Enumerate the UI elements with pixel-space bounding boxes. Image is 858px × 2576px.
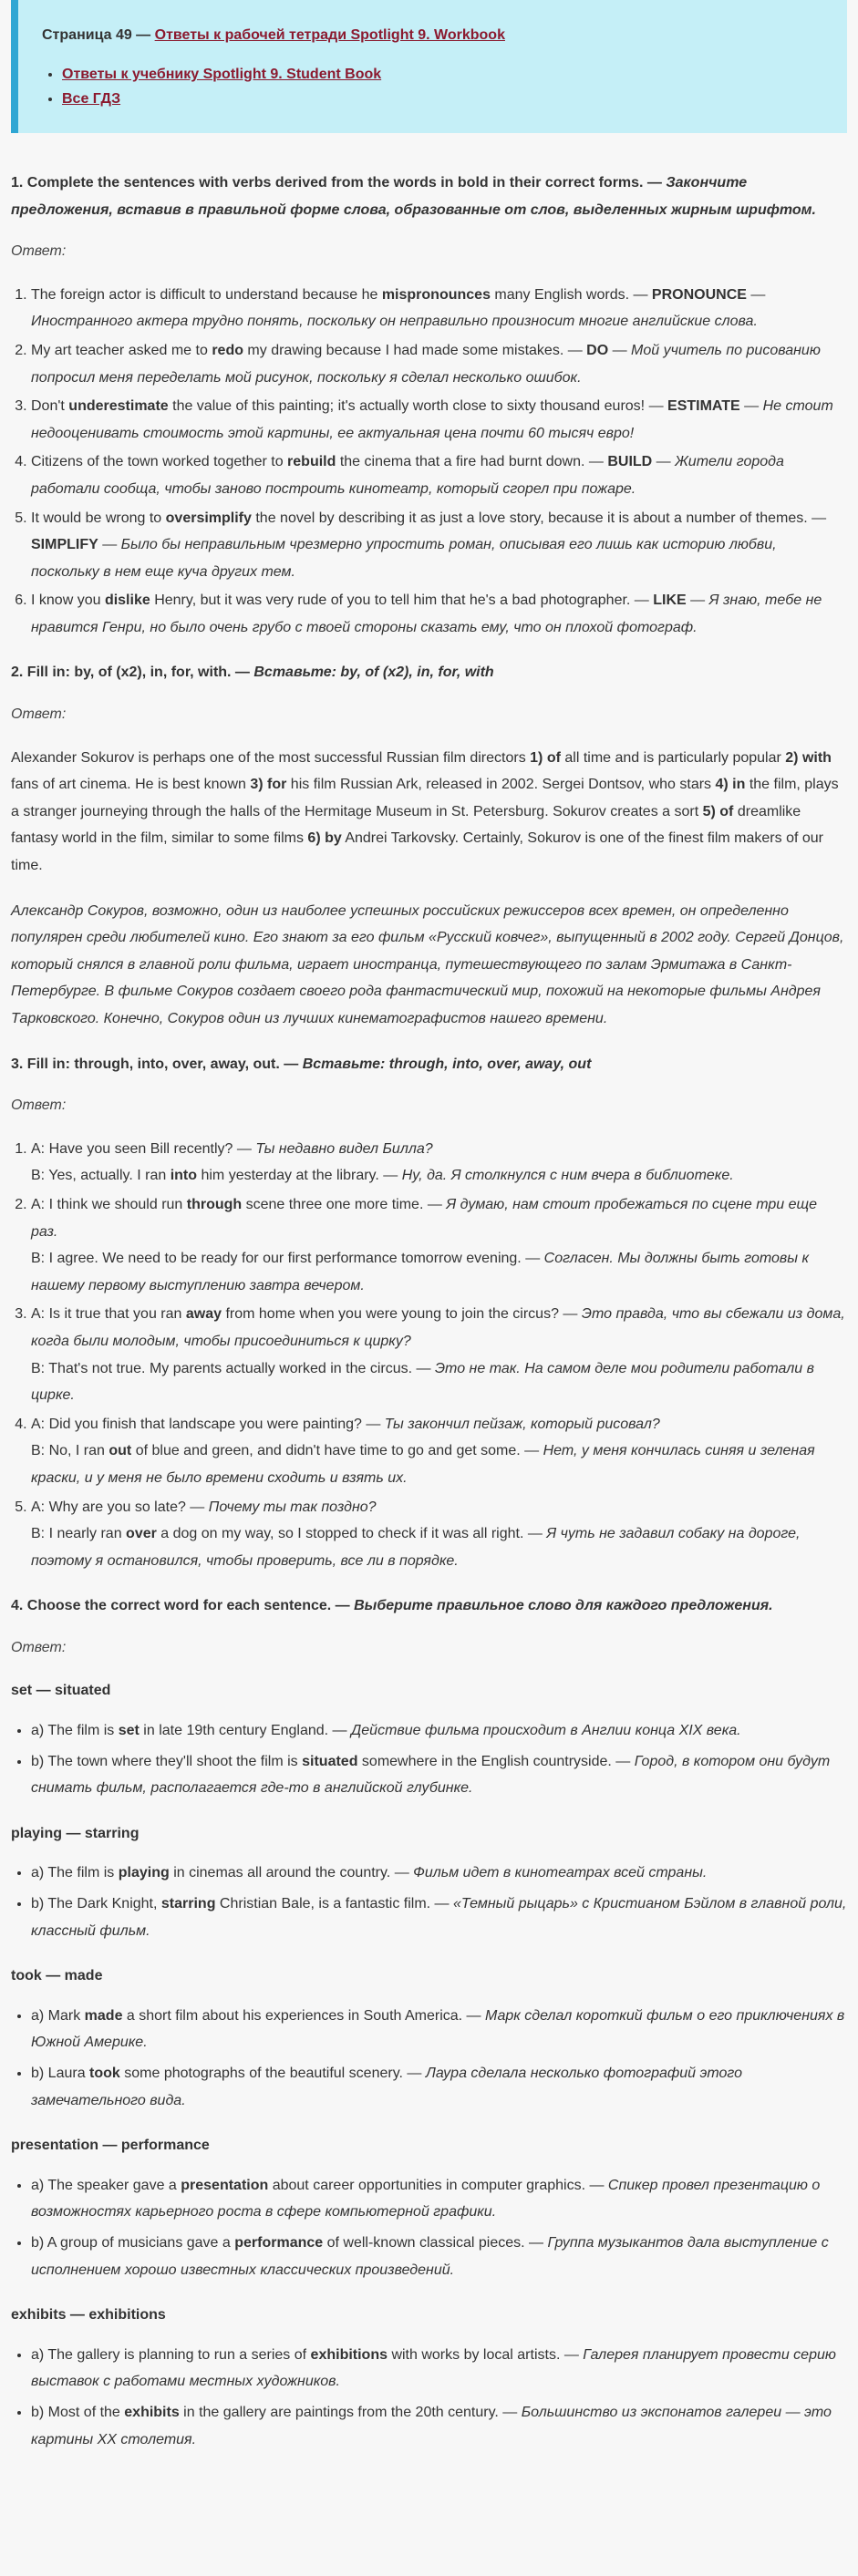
banner-links (42, 62, 823, 111)
banner-prefix: Страница 49 — (42, 27, 155, 43)
translation: Действие фильма происходит в Англии конца XIX века. (351, 1723, 741, 1739)
sentence-text: a short film about his experiences in South America. — (122, 2007, 485, 2024)
translation: Иностранного актера трудно понять, поскольку он неправильно произносит многие английские слова. (31, 314, 758, 330)
answer-word: presentation (181, 2177, 269, 2193)
sentence-text: Citizens of the town worked together to (31, 454, 288, 470)
translation: Нет, у меня кончилась синяя и зеленая краски, и у меня не было времени сходить и взять их. (31, 1443, 815, 1486)
answer-word: took (89, 2066, 120, 2081)
list-item (31, 505, 847, 586)
word-pair-heading: set — situated (11, 1683, 111, 1699)
answer-word: exhibitions (310, 2346, 388, 2363)
exercise-3-title-en: 3. Fill in: through, into, over, away, out. — (11, 1056, 303, 1072)
dialogue-text: A: Why are you so late? — (31, 1499, 209, 1515)
dialogue-text: him yesterday at the library. — (197, 1168, 402, 1184)
exercise-1-title (11, 170, 847, 223)
dialogue-text: A: Did you finish that landscape you were painting? — (31, 1416, 385, 1432)
sentence-text: about career opportunities in computer graphics. — (268, 2177, 608, 2193)
answer-word: situated (302, 1753, 358, 1769)
separator: — (608, 342, 632, 358)
list-item (31, 1891, 847, 1944)
exercise-2-text (11, 745, 847, 880)
source-word: SIMPLIFY (31, 537, 98, 553)
translation: Я чуть не задавил собаку на дороге, поэтому я остановился, чтобы проверить, все ли в порядке. (31, 1526, 801, 1569)
answer-word: performance (234, 2234, 324, 2251)
separator: — (652, 454, 676, 470)
exercise-3-title (11, 1051, 847, 1078)
answer-label: Ответ: (11, 1639, 67, 1655)
translation: Группа музыкантов дала выступление с исполнением хорошо известных классических произведений. (31, 2234, 829, 2278)
navigation-banner (11, 0, 847, 133)
list-item (31, 393, 847, 447)
translation: «Темный рыцарь» с Кристианом Бэйлом в главной роли, классный фильм. (31, 1896, 847, 1939)
list-item (31, 1411, 847, 1492)
sentence-text: b) Laura (31, 2066, 90, 2081)
sentence-text: Don't (31, 398, 69, 415)
sentence-text: b) The town where they'll shoot the film is (31, 1753, 303, 1769)
translation: Галерея планирует провести серию выставок с работами местных художников. (31, 2346, 836, 2390)
sentence-text: b) A group of musicians gave a (31, 2234, 235, 2251)
answer-word: 1) of (530, 749, 561, 766)
source-word: PRONOUNCE (651, 286, 747, 303)
list-item (31, 2342, 847, 2396)
sentence-text: the cinema that a fire had burnt down. — (336, 454, 608, 470)
separator: — (686, 592, 709, 609)
answer-word: over (126, 1526, 157, 1542)
dialogue-line-a (31, 1136, 847, 1163)
translation: Лаура сделала несколько фотографий этого замечательного вида. (31, 2066, 743, 2108)
dialogue-line-a (31, 1301, 847, 1355)
list-item (31, 2399, 847, 2453)
sentence-text: Henry, but it was very rude of you to tell him that he's a bad photographer. — (150, 592, 654, 609)
translation: Я знаю, тебе не нравится Генри, но было очень грубо с твоей стороны сказать ему, что он плохой фотограф. (31, 592, 822, 635)
translation: Это правда, что вы сбежали из дома, когда были молодым, чтобы присоединиться к цирку? (31, 1306, 845, 1349)
list-item (31, 1717, 847, 1745)
list-item (31, 337, 847, 391)
dialogue-text: A: Is it true that you ran (31, 1306, 186, 1323)
answer-word: 5) of (702, 803, 734, 819)
dialogue-text: scene three one more time. — (242, 1196, 447, 1212)
translation: Это не так. На самом деле мои родители работали в цирке. (31, 1360, 814, 1404)
separator: — (739, 398, 763, 415)
answer-label: Ответ: (11, 706, 67, 723)
list-item (31, 1301, 847, 1408)
sentence-text: many English words. — (490, 286, 652, 303)
passage-text: fans of art cinema. He is best known (11, 777, 251, 793)
answer-word: exhibits (124, 2404, 180, 2420)
word-pair-list (11, 2003, 847, 2114)
answer-word: playing (118, 1865, 170, 1881)
translation: Не стоит недооценивать стоимость этой картины, ее актуальная цена почти 60 тысяч евро! (31, 398, 833, 441)
word-pair-heading: exhibits — exhibitions (11, 2307, 166, 2324)
answer-word: starring (160, 1896, 216, 1912)
answer-word: away (185, 1306, 222, 1323)
translation: Согласен. Мы должны быть готовы к нашему первому выступлению завтра вечером. (31, 1251, 810, 1293)
sentence-text: a) The gallery is planning to run a series of (31, 2346, 311, 2363)
answer-word: into (170, 1168, 198, 1184)
word-pair-heading: presentation — performance (11, 2138, 210, 2154)
dialogue-text: A: Have you seen Bill recently? — (31, 1140, 256, 1157)
sentence-text: the value of this painting; it's actually worth close to sixty thousand euros! — (168, 398, 668, 415)
list-item (31, 2003, 847, 2056)
translation: Я думаю, нам стоит пробежаться по сцене три еще раз. (31, 1196, 818, 1240)
dialogue-line-b (31, 1437, 847, 1491)
exercise-2-translation: Александр Сокуров, возможно, один из наиболее успешных российских режиссеров всех времен, он определенно популярен среди любителей кино. Его знают за его фильм «Русский ковчег», выпущенный в 2002 году. Сергей Донцов, который снялся в главной роли фильма, играет иностранца, путешествующего по залам Эрмитажа в Санкт-Петербурге. В фильме Сокуров создает своего рода фантастический мир, похожий на некоторые фильмы Андрея Тарковского. Конечно, Сокуров один из лучших кинематографистов нашего времени. (11, 902, 844, 1026)
exercise-1-title-ru: Закончите предложения, вставив в правильной форме слова, образованные от слов, выделенных жирным шрифтом. (11, 174, 816, 218)
passage-text: all time and is particularly popular (560, 749, 786, 766)
translation: Спикер провел презентацию о возможностях карьерного роста в сфере компьютерной графики. (31, 2177, 821, 2221)
sentence-text: I know you (31, 592, 105, 609)
sentence-text: a) Mark (31, 2007, 85, 2024)
sentence-text: a) The film is (31, 1865, 119, 1881)
dialogue-text: B: That's not true. My parents actually worked in the circus. — (31, 1360, 435, 1376)
word-pair-list (11, 2342, 847, 2453)
passage-text: his film Russian Ark, released in 2002. Sergei Dontsov, who stars (286, 777, 716, 793)
dialogue-line-b (31, 1245, 847, 1299)
answer-word: through (186, 1196, 243, 1212)
list-item (31, 587, 847, 641)
exercise-1-list (11, 282, 847, 642)
translation: Ну, да. Я столкнулся с ним вчера в библиотеке. (401, 1168, 734, 1184)
answer-word: dislike (104, 592, 150, 609)
exercise-2-title-ru: Вставьте: by, of (x2), in, for, with (253, 665, 494, 681)
word-pair-heading: took — made (11, 1968, 103, 1984)
dialogue-text: B: I nearly ran (31, 1526, 127, 1542)
passage-text: Andrei Tarkovsky. Certainly, Sokurov is one of the finest film makers of our time. (11, 830, 823, 874)
dialogue-text: A: I think we should run (31, 1196, 187, 1212)
dialogue-line-a (31, 1411, 847, 1438)
exercise-4-title-ru: Выберите правильное слово для каждого предложения. (354, 1598, 773, 1614)
exercise-1-title-en: 1. Complete the sentences with verbs derived from the words in bold in their correct forms. — (11, 174, 667, 191)
dialogue-line-b (31, 1162, 847, 1190)
translation: Мой учитель по рисованию попросил меня переделать мой рисунок, поскольку я сделал несколько ошибок. (31, 342, 821, 386)
dialogue-text: of blue and green, and didn't have time to go and get some. — (131, 1443, 543, 1459)
passage-text: the film, plays a stranger journeying through the halls of the Hermitage Museum in St. Petersburg. Sokurov creates a sort (11, 777, 839, 819)
exercise-2-title-en: 2. Fill in: by, of (x2), in, for, with. — (11, 665, 254, 681)
answer-word: redo (212, 342, 243, 358)
list-item (31, 2230, 847, 2283)
answer-word: rebuild (287, 454, 336, 470)
word-pair-list (11, 1717, 847, 1802)
list-item (31, 448, 847, 502)
list-item (31, 2172, 847, 2226)
banner-link-item (62, 62, 823, 87)
sentence-text: My art teacher asked me to (31, 342, 212, 358)
sentence-text: in cinemas all around the country. — (169, 1865, 414, 1881)
translation: Фильм идет в кинотеатрах всей страны. (413, 1865, 708, 1881)
dialogue-text: a dog on my way, so I stopped to check if it was all right. — (156, 1526, 547, 1542)
translation: Марк сделал короткий фильм о его приключениях в Южной Америке. (31, 2007, 845, 2051)
sentence-text: Christian Bale, is a fantastic film. — (215, 1896, 453, 1912)
answer-word: 6) by (307, 830, 342, 847)
list-item (31, 1860, 847, 1887)
dialogue-text: B: No, I ran (31, 1443, 109, 1459)
answer-word: oversimplify (165, 510, 252, 526)
banner-title (42, 22, 823, 49)
answer-word: mispronounces (381, 286, 491, 303)
passage-text: Alexander Sokurov is perhaps one of the most successful Russian film directors (11, 749, 531, 766)
sentence-text: somewhere in the English countryside. — (357, 1753, 635, 1769)
word-pair-list (11, 2172, 847, 2283)
sentence-text: b) Most of the (31, 2404, 125, 2420)
answer-word: 2) with (785, 749, 832, 766)
answer-label: Ответ: (11, 243, 67, 260)
exercise-4-title (11, 1592, 847, 1620)
dialogue-line-b (31, 1520, 847, 1574)
source-word: ESTIMATE (667, 398, 740, 415)
exercise-2-title (11, 659, 847, 686)
exercise-3-list (11, 1136, 847, 1575)
dialogue-line-a (31, 1191, 847, 1245)
translation: Почему ты так поздно? (208, 1499, 377, 1515)
separator: — (98, 537, 121, 553)
word-pair-heading: playing — starring (11, 1825, 140, 1841)
all-gdz-link[interactable]: Все ГДЗ (62, 90, 121, 107)
list-item (31, 1136, 847, 1190)
exercise-3-title-ru: Вставьте: through, into, over, away, out (302, 1056, 592, 1072)
dialogue-text: from home when you were young to join the circus? — (222, 1306, 582, 1323)
list-item (31, 1748, 847, 1802)
dialogue-line-a (31, 1494, 847, 1521)
source-word: LIKE (653, 592, 687, 609)
translation: Было бы неправильным чрезмерно упростить роман, описывая его лишь как историю любви, поскольку в нем еще куча других тем. (31, 537, 777, 580)
sentence-text: a) The film is (31, 1723, 119, 1739)
translation: Ты закончил пейзаж, который рисовал? (384, 1416, 660, 1432)
student-book-link[interactable]: Ответы к учебнику Spotlight 9. Student Book (62, 66, 382, 82)
answer-label: Ответ: (11, 1097, 67, 1114)
sentence-text: my drawing because I had made some mistakes. — (243, 342, 587, 358)
sentence-text: a) The speaker gave a (31, 2177, 181, 2193)
dialogue-text: B: I agree. We need to be ready for our first performance tomorrow evening. — (31, 1251, 544, 1267)
sentence-text: b) The Dark Knight, (31, 1896, 161, 1912)
answer-word: set (118, 1723, 140, 1739)
translation: Большинство из экспонатов галереи — это картины XX столетия. (31, 2404, 832, 2447)
dialogue-text: B: Yes, actually. I ran (31, 1168, 171, 1184)
word-pair-list (11, 1860, 847, 1944)
translation: Город, в котором они будут снимать фильм, располагается где-то в английской глубинке. (31, 1753, 831, 1797)
answer-word: 3) for (250, 777, 287, 793)
sentence-text: of well-known classical pieces. — (323, 2234, 548, 2251)
exercise-4-groups (11, 1677, 847, 2453)
exercise-4-title-en: 4. Choose the correct word for each sentence. — (11, 1598, 355, 1614)
answer-word: underestimate (68, 398, 169, 415)
answer-word: made (84, 2007, 123, 2024)
separator: — (746, 286, 766, 303)
source-word: DO (586, 342, 609, 358)
list-item (31, 1191, 847, 1299)
banner-link-item (62, 87, 823, 111)
passage-text: dreamlike fantasy world in the film, similar to some films (11, 803, 801, 847)
source-word: BUILD (607, 454, 653, 470)
list-item (31, 1494, 847, 1575)
dialogue-line-b (31, 1355, 847, 1409)
answer-word: out (109, 1443, 132, 1459)
translation: Ты недавно видел Билла? (255, 1140, 433, 1157)
answer-word: 4) in (715, 777, 746, 793)
list-item (31, 282, 847, 335)
sentence-text: with works by local artists. — (388, 2346, 584, 2363)
sentence-text: some photographs of the beautiful scenery. — (119, 2066, 426, 2081)
list-item (31, 2060, 847, 2114)
sentence-text: in late 19th century England. — (139, 1723, 351, 1739)
sentence-text: It would be wrong to (31, 510, 166, 526)
translation: Жители города работали сообща, чтобы заново построить кинотеатр, который сгорел при пожаре. (31, 454, 784, 497)
sentence-text: in the gallery are paintings from the 20th century. — (179, 2404, 522, 2420)
sentence-text: the novel by describing it as just a love story, because it is about a number of themes. — (251, 510, 827, 526)
sentence-text: The foreign actor is difficult to understand because he (31, 286, 382, 303)
workbook-link[interactable]: Ответы к рабочей тетради Spotlight 9. Workbook (154, 27, 505, 43)
